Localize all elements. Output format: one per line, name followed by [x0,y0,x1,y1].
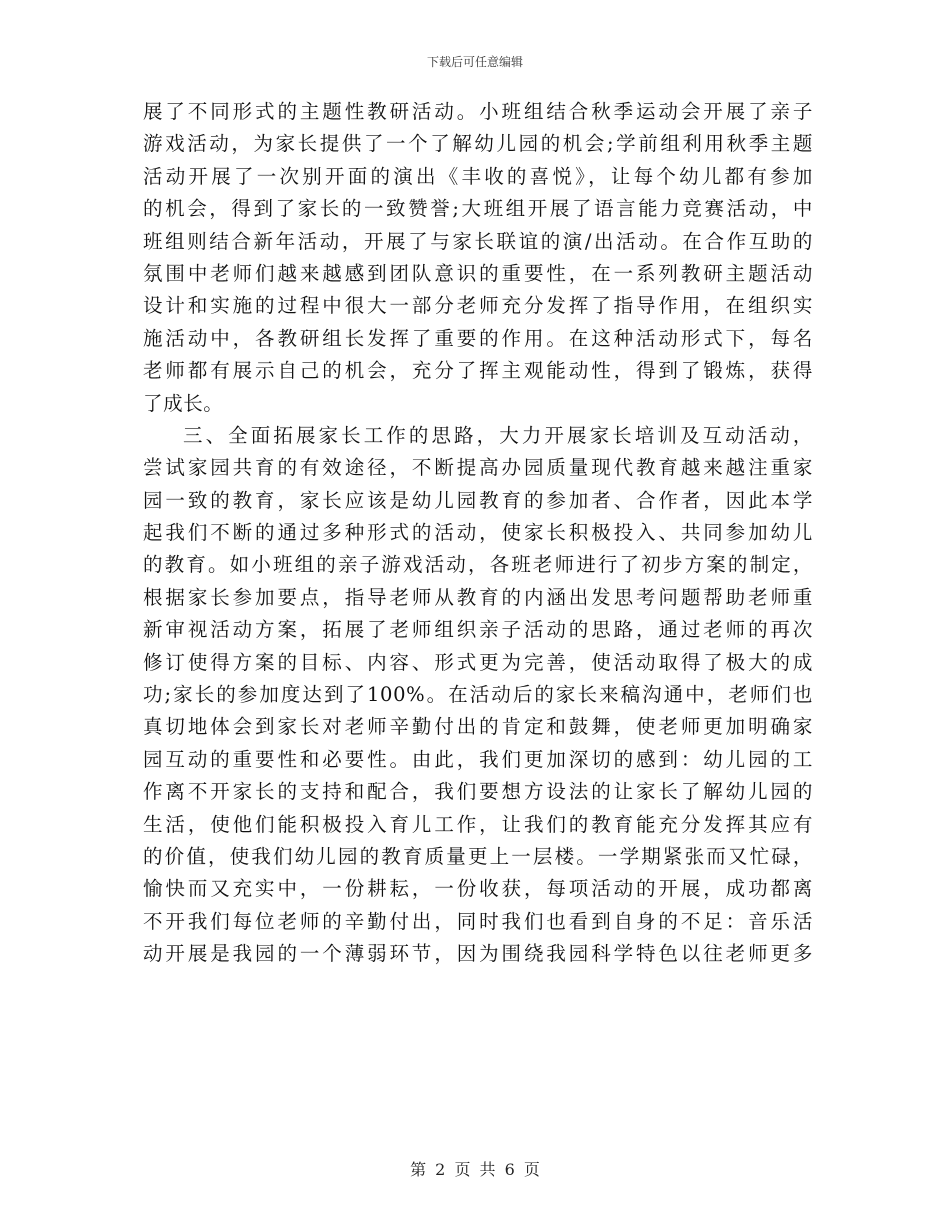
text-line: 展了不同形式的主题性教研活动。小班组结合秋季运动会开展了亲子 [143,100,813,123]
text-line: 真切地体会到家长对老师辛勤付出的肯定和鼓舞，使老师更加明确家 [143,715,813,739]
text-line: 生活，使他们能积极投入育儿工作，让我们的教育能充分发挥其应有 [143,812,813,836]
text-line: 了成长。 [143,391,224,415]
text-line: 新审视活动方案，拓展了老师组织亲子活动的思路，通过老师的再次 [143,618,813,642]
text-line: 不开我们每位老师的辛勤付出，同时我们也看到自身的不足：音乐活 [143,909,813,933]
page-header-note: 下载后可任意编辑 [426,55,523,69]
text-line: 班组则结合新年活动，开展了与家长联谊的演/出活动。在合作互助的 [143,229,813,253]
text-line: 的教育。如小班组的亲子游戏活动，各班老师进行了初步方案的制定， [143,553,813,577]
text-line: 修订使得方案的目标、内容、形式更为完善，使活动取得了极大的成 [143,650,813,674]
text-line: 愉快而又充实中，一份耕耘，一份收获，每项活动的开展，成功都离 [143,877,813,901]
text-line: 动开展是我园的一个薄弱环节，因为围绕我园科学特色以往老师更多 [143,942,813,966]
text-line: 根据家长参加要点，指导老师从教育的内涵出发思考问题帮助老师重 [143,585,813,609]
text-line: 园互动的重要性和必要性。由此，我们更加深切的感到：幼儿园的工 [143,747,813,771]
text-line: 老师都有展示自己的机会，充分了挥主观能动性，得到了锻炼，获得 [143,359,813,383]
text-line: 的机会，得到了家长的一致赞誉;大班组开展了语言能力竞赛活动，中 [143,197,813,221]
text-line: 施活动中，各教研组长发挥了重要的作用。在这种活动形式下，每名 [143,326,813,350]
text-line: 游戏活动，为家长提供了一个了解幼儿园的机会;学前组利用秋季主题 [143,132,813,156]
text-line: 作离不开家长的支持和配合，我们要想方设法的让家长了解幼儿园的 [143,780,813,804]
body-text [143,96,813,971]
text-line: 功;家长的参加度达到了100%。在活动后的家长来稿沟通中，老师们也 [143,683,813,707]
text-line: 的价值，使我们幼儿园的教育质量更上一层楼。一学期紧张而又忙碌， [143,844,813,868]
text-line: 起我们不断的通过多种形式的活动，使家长积极投入、共同参加幼儿 [143,521,813,545]
text-line: 园一致的教育，家长应该是幼儿园教育的参加者、合作者，因此本学 [143,488,813,512]
section-heading-line: 三、全面拓展家长工作的思路，大力开展家长培训及互动活动， [183,423,813,447]
page-number-footer: 第 2 页 共 6 页 [410,1160,540,1179]
text-line: 尝试家园共育的有效途径，不断提高办园质量现代教育越来越注重家 [143,456,813,480]
text-line: 活动开展了一次别开面的演出《丰收的喜悦》，让每个幼儿都有参加 [143,164,813,188]
text-line: 氛围中老师们越来越感到团队意识的重要性，在一系列教研主题活动 [143,261,813,285]
text-line: 设计和实施的过程中很大一部分老师充分发挥了指导作用，在组织实 [143,294,813,318]
